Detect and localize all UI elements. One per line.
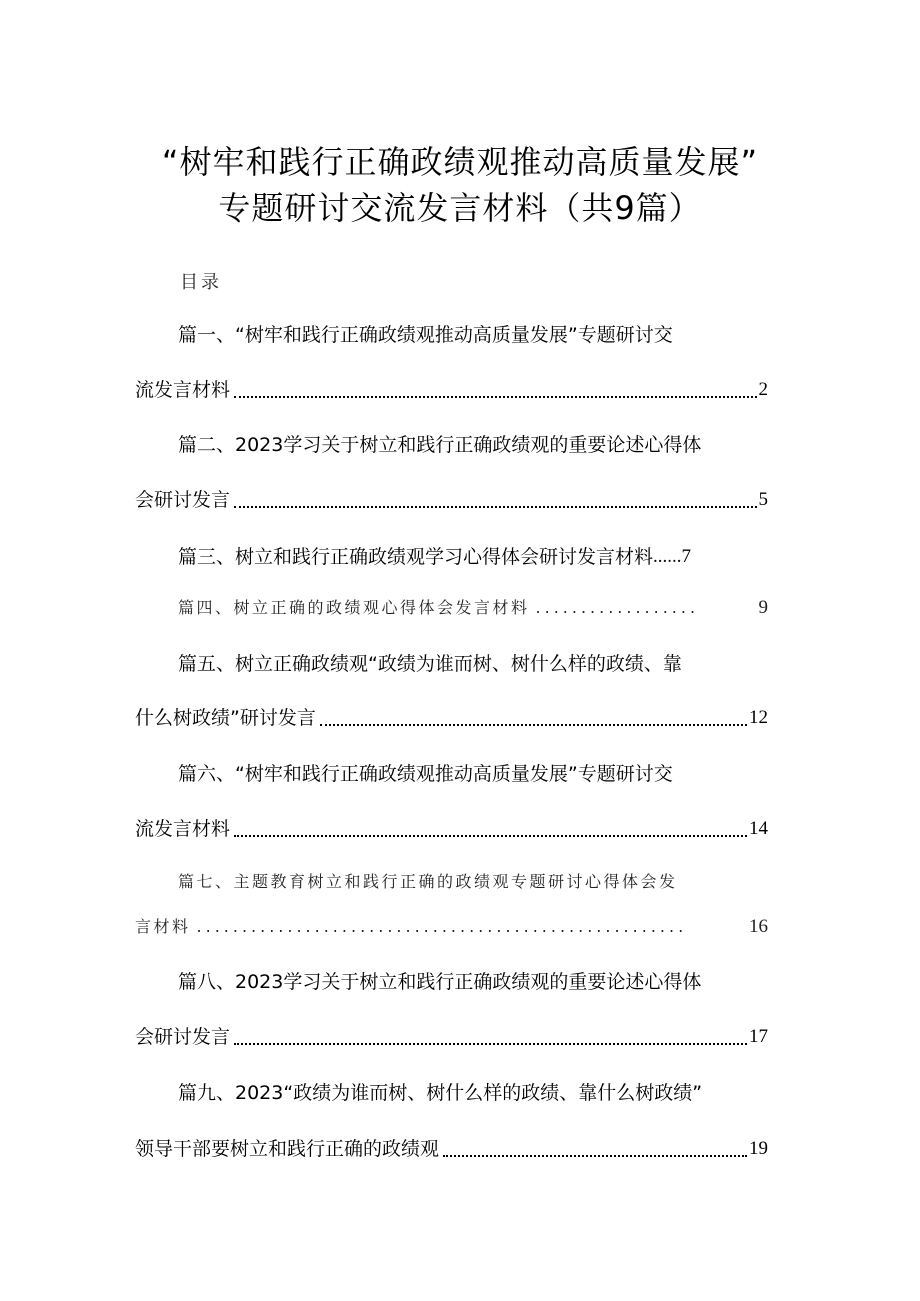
toc-entry-6-page: 14 bbox=[749, 818, 768, 839]
toc-heading: 目录 bbox=[180, 272, 222, 293]
dot-leader bbox=[234, 505, 756, 508]
toc-entry-3[interactable] bbox=[178, 544, 768, 570]
dot-leader bbox=[320, 723, 747, 726]
toc-entry-9-line-2[interactable] bbox=[135, 1136, 768, 1162]
toc-entry-7-page: 16 bbox=[749, 916, 768, 937]
toc-entry-5-line-1[interactable]: 篇五、树立正确政绩观“政绩为谁而树、树什么样的政绩、靠 bbox=[178, 653, 682, 675]
toc-entry-6-text: 流发言材料 bbox=[135, 818, 231, 840]
toc-entry-2-line-2[interactable] bbox=[135, 487, 768, 513]
document-title-line-1: “树牢和践行正确政绩观推动高质量发展” bbox=[161, 143, 759, 181]
document-title-line-2: 专题研讨交流发言材料（共9篇） bbox=[218, 189, 702, 227]
toc-entry-9-text: 领导干部要树立和践行正确的政绩观 bbox=[135, 1138, 440, 1160]
toc-entry-4-dots: .................. bbox=[535, 598, 700, 617]
toc-entry-8-page: 17 bbox=[749, 1026, 768, 1047]
toc-entry-8-text: 会研讨发言 bbox=[135, 1026, 231, 1048]
toc-entry-2-page: 5 bbox=[758, 489, 768, 510]
toc-entry-7-line-1[interactable]: 篇七、主题教育树立和践行正确的政绩观专题研讨心得体会发 bbox=[178, 872, 678, 891]
toc-entry-3-dots: ...... bbox=[653, 546, 682, 567]
toc-entry-5-text: 什么树政绩”研讨发言 bbox=[135, 707, 316, 729]
toc-entry-6-line-2[interactable] bbox=[135, 816, 768, 842]
toc-entry-6-line-1[interactable]: 篇六、“树牢和践行正确政绩观推动高质量发展”专题研讨交 bbox=[178, 763, 673, 785]
toc-entry-4-text: 篇四、树立正确的政绩观心得体会发言材料 bbox=[178, 598, 530, 617]
toc-entry-1-page: 2 bbox=[758, 379, 768, 400]
toc-entry-2-text-line-1: 篇二、2023学习关于树立和践行正确政绩观的重要论述心得体 bbox=[178, 434, 702, 456]
toc-entry-8-line-1[interactable]: 篇八、2023学习关于树立和践行正确政绩观的重要论述心得体 bbox=[178, 971, 702, 993]
dot-leader bbox=[443, 1154, 747, 1157]
toc-entry-9-line-1[interactable]: 篇九、2023“政绩为谁而树、树什么样的政绩、靠什么树政绩” bbox=[178, 1082, 703, 1104]
dot-leader bbox=[234, 395, 756, 398]
toc-entry-1-line-1[interactable]: 篇一、“树牢和践行正确政绩观推动高质量发展”专题研讨交 bbox=[178, 324, 673, 346]
toc-entry-8-line-2[interactable] bbox=[135, 1024, 768, 1050]
toc-entry-7-text: 言材料 bbox=[135, 917, 191, 936]
toc-entry-3-page: 7 bbox=[681, 546, 692, 567]
toc-entry-9-page: 19 bbox=[749, 1138, 768, 1159]
toc-entry-1-text: 流发言材料 bbox=[135, 379, 231, 401]
toc-entry-1-line-2[interactable] bbox=[135, 377, 768, 403]
dot-leader bbox=[234, 834, 747, 837]
dot-leader bbox=[234, 1042, 747, 1045]
toc-entry-2-line-1[interactable] bbox=[178, 432, 770, 458]
toc-entry-4-page: 9 bbox=[758, 597, 768, 618]
toc-entry-7-dots: ...................................................... bbox=[196, 917, 688, 936]
toc-entry-3-text: 篇三、树立和践行正确政绩观学习心得体会研讨发言材料 bbox=[178, 546, 654, 568]
toc-entry-2-text: 会研讨发言 bbox=[135, 489, 231, 511]
toc-entry-5-line-2[interactable] bbox=[135, 705, 768, 731]
toc-entry-5-page: 12 bbox=[749, 707, 768, 728]
toc-entry-7-line-2[interactable] bbox=[135, 914, 768, 940]
toc-entry-4[interactable] bbox=[178, 595, 768, 621]
